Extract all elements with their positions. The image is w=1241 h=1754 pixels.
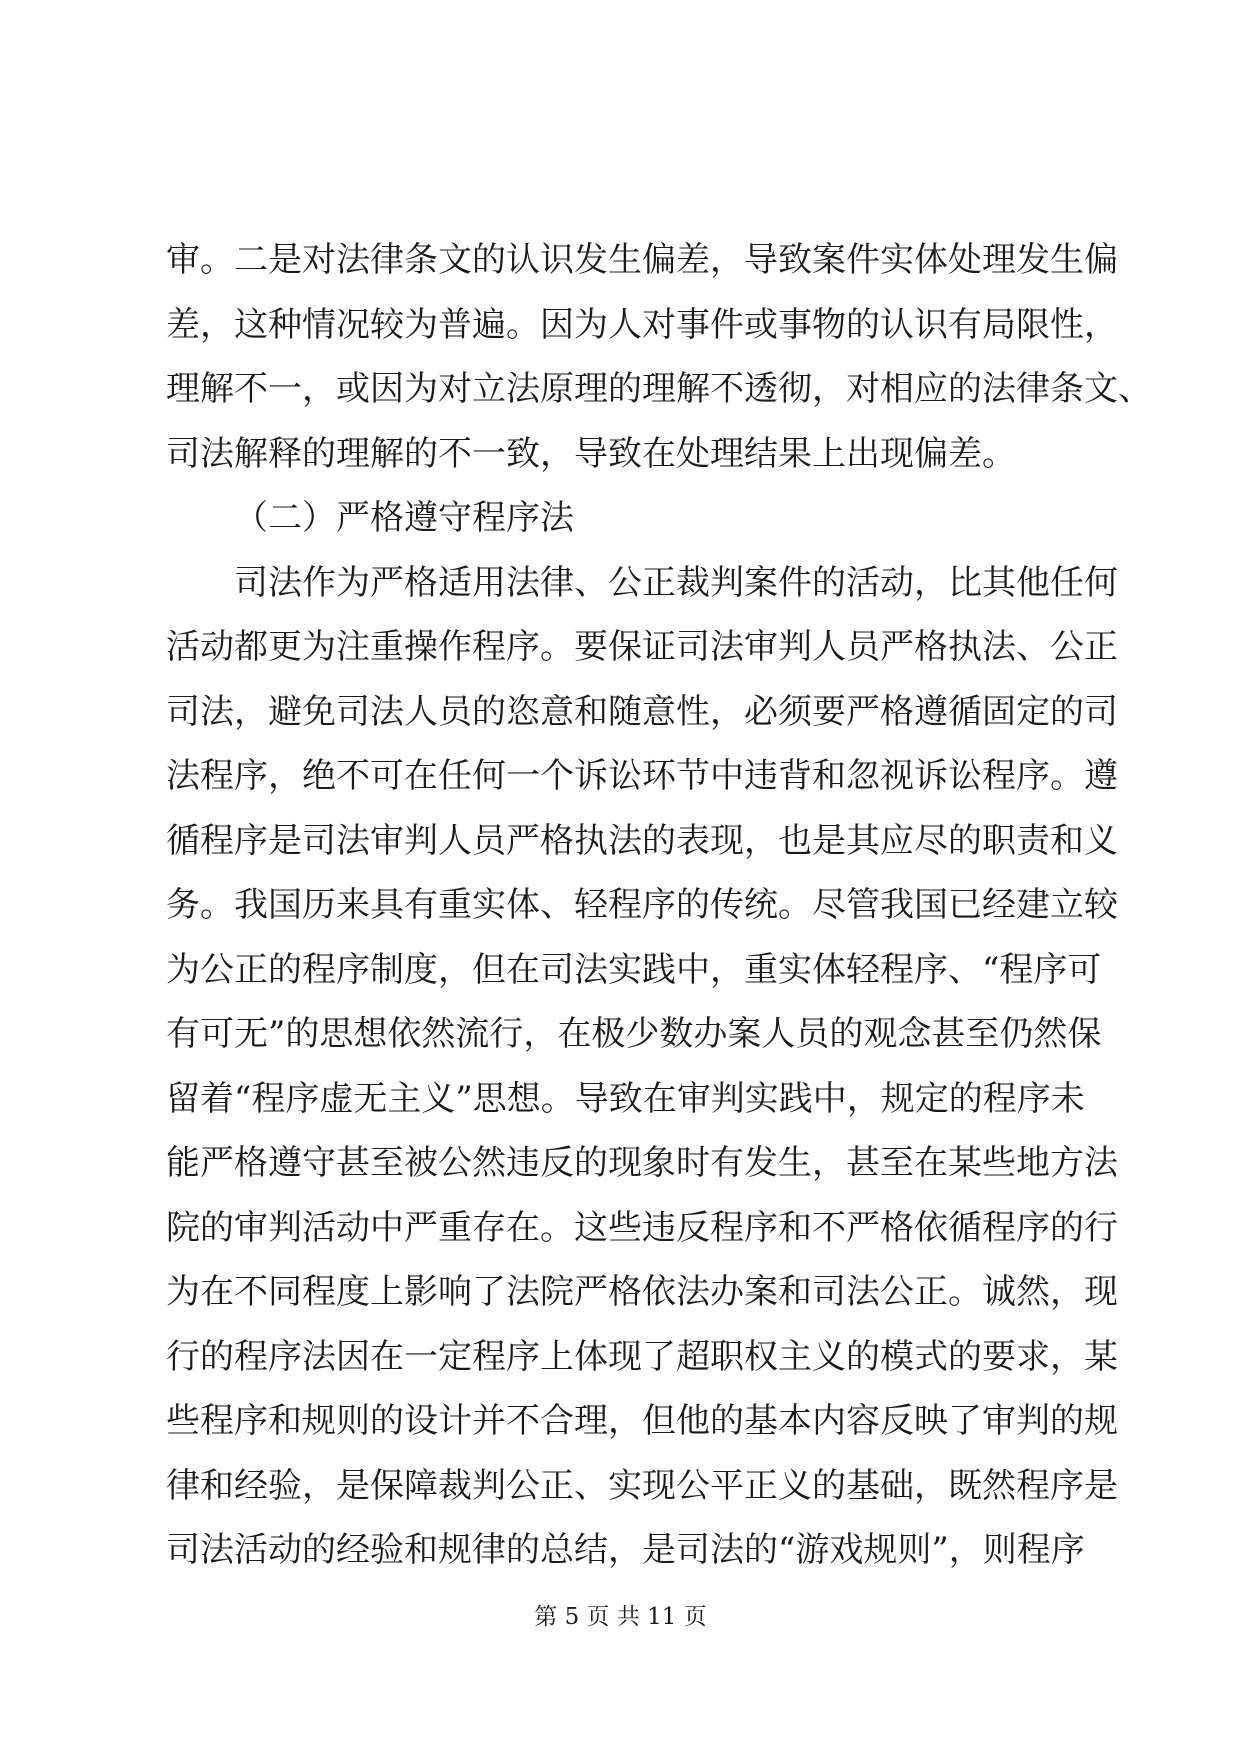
text-line: 司法活动的经验和规律的总结，是司法的“游戏规则”，则程序 [166, 1530, 1085, 1570]
page-footer: 第 5 页 共 11 页 [534, 1604, 707, 1630]
text-line: 法程序，绝不可在任何一个诉讼环节中违背和忽视诉讼程序。遵 [166, 756, 1118, 796]
text-line: 差，这种情况较为普遍。因为人对事件或事物的认识有局限性， [166, 304, 1118, 345]
text-line: 审。二是对法律条文的认识发生偏差，导致案件实体处理发生偏 [166, 240, 1118, 280]
text-line: 院的审判活动中严重存在。这些违反程序和不严格依循程序的行 [166, 1207, 1118, 1248]
text-line: 律和经验，是保障裁判公正、实现公平正义的基础，既然程序是 [166, 1465, 1118, 1506]
text-line: 留着“程序虚无主义”思想。导致在审判实践中，规定的程序未 [166, 1078, 1085, 1119]
text-line: 循程序是司法审判人员严格执法的表现，也是其应尽的职责和义 [166, 820, 1118, 861]
text-line: 务。我国历来具有重实体、轻程序的传统。尽管我国已经建立较 [166, 885, 1118, 925]
text-line: 司法作为严格适用法律、公正裁判案件的活动，比其他任何 [234, 562, 1118, 603]
section-heading: （二）严格遵守程序法 [234, 498, 574, 538]
text-line: 司法，避免司法人员的恣意和随意性，必须要严格遵循固定的司 [166, 691, 1118, 732]
text-line: 为公正的程序制度，但在司法实践中，重实体轻程序、“程序可 [166, 949, 1102, 990]
text-line: 能严格遵守甚至被公然违反的现象时有发生，甚至在某些地方法 [166, 1143, 1118, 1183]
text-line: 些程序和规则的设计并不合理，但他的基本内容反映了审判的规 [166, 1401, 1118, 1441]
text-line: 有可无”的思想依然流行，在极少数办案人员的观念甚至仍然保 [166, 1014, 1102, 1054]
text-line: 活动都更为注重操作程序。要保证司法审判人员严格执法、公正 [166, 627, 1118, 667]
text-line: 司法解释的理解的不一致，导致在处理结果上出现偏差。 [166, 433, 1016, 474]
text-line: 为在不同程度上影响了法院严格依法办案和司法公正。诚然，现 [166, 1272, 1118, 1312]
document-body [166, 228, 1152, 1583]
text-line: 行的程序法因在一定程序上体现了超职权主义的模式的要求，某 [166, 1336, 1118, 1377]
text-line: 理解不一，或因为对立法原理的理解不透彻，对相应的法律条文、 [166, 369, 1152, 409]
